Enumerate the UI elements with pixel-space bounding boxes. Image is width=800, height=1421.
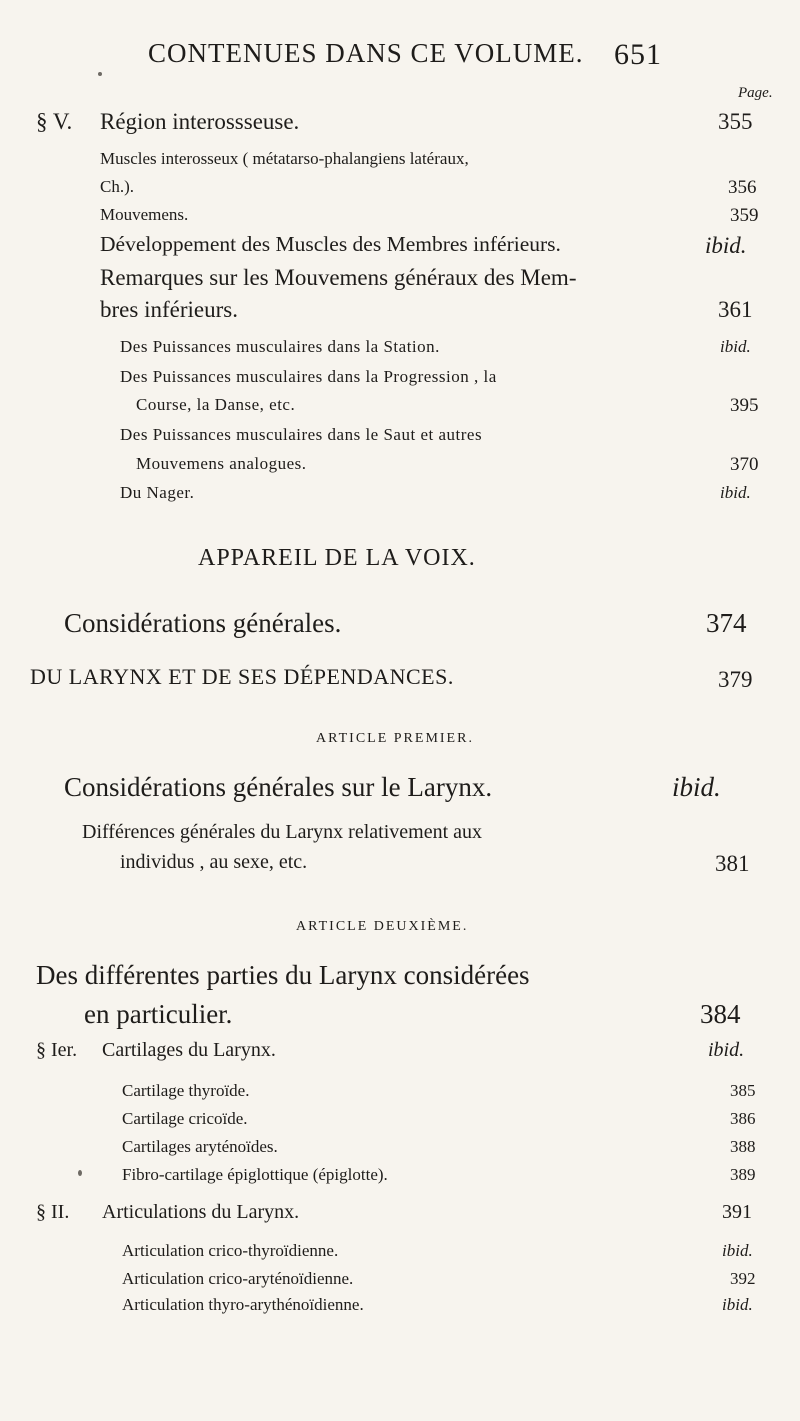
entry-title: Différences générales du Larynx relativement aux	[82, 821, 482, 843]
section-marker-v: § V.	[36, 109, 73, 134]
entry-title: Des Puissances musculaires dans la Station.	[120, 337, 440, 356]
entry-page: ibid.	[722, 1241, 753, 1260]
entry-page: 356	[728, 177, 757, 198]
entry-page: ibid.	[708, 1039, 745, 1061]
entry-page: ibid.	[705, 233, 747, 258]
page-column-label: Page.	[738, 85, 773, 101]
entry-page: 379	[718, 667, 753, 692]
entry-page: 374	[706, 608, 747, 638]
entry-title: Muscles interosseux ( métatarso-phalangiens latéraux,	[100, 149, 469, 168]
entry-page: 395	[730, 395, 759, 416]
entry-page: 392	[730, 1269, 756, 1288]
entry-title: Des Puissances musculaires dans la Progression , la	[120, 367, 497, 386]
entry-title-continued: en particulier.	[84, 999, 233, 1029]
entry-title: Cartilage thyroïde.	[122, 1081, 250, 1100]
entry-title: Du Nager.	[120, 483, 195, 502]
entry-title: Articulation crico-thyroïdienne.	[122, 1241, 339, 1260]
entry-title: Développement des Muscles des Membres inférieurs.	[100, 232, 561, 256]
entry-page: 389	[730, 1165, 756, 1184]
entry-title: Cartilage cricoïde.	[122, 1109, 248, 1128]
article-heading: ARTICLE DEUXIÈME.	[296, 919, 469, 934]
entry-title-continued: individus , au sexe, etc.	[120, 851, 308, 873]
chapter-heading: APPAREIL DE LA VOIX.	[198, 545, 476, 571]
section-marker-ii: § II.	[36, 1201, 70, 1223]
ink-speck	[98, 72, 102, 76]
entry-title: Articulation crico-aryténoïdienne.	[122, 1269, 354, 1288]
entry-page: 385	[730, 1081, 756, 1100]
article-heading: ARTICLE PREMIER.	[316, 731, 474, 746]
entry-title-continued: bres inférieurs.	[100, 297, 238, 322]
entry-page: 361	[718, 297, 753, 322]
section-title: Cartilages du Larynx.	[102, 1039, 276, 1061]
entry-page: 359	[730, 205, 759, 226]
entry-page: 388	[730, 1137, 756, 1156]
entry-page: 384	[700, 999, 741, 1029]
entry-page: 391	[722, 1201, 752, 1223]
entry-title: Région interossseuse.	[100, 109, 300, 134]
entry-page: ibid.	[720, 483, 751, 502]
entry-title: Considérations générales sur le Larynx.	[64, 772, 493, 802]
section-marker-i: § Ier.	[36, 1039, 78, 1061]
entry-title: Remarques sur les Mouvemens généraux des Mem-	[100, 265, 577, 290]
entry-page: ibid.	[722, 1295, 753, 1314]
entry-title: Considérations générales.	[64, 608, 342, 638]
entry-page: ibid.	[720, 337, 751, 356]
entry-page: 386	[730, 1109, 756, 1128]
entry-title-continued: Ch.).	[100, 177, 134, 196]
section-title: Articulations du Larynx.	[102, 1201, 300, 1223]
entry-title: Mouvemens.	[100, 205, 189, 224]
running-header-title: CONTENUES DANS CE VOLUME.	[148, 38, 584, 68]
entry-page: 381	[715, 851, 750, 876]
chapter-subheading: DU LARYNX ET DE SES DÉPENDANCES.	[30, 664, 454, 689]
running-header-page-number: 651	[614, 38, 662, 71]
entry-title: Cartilages aryténoïdes.	[122, 1137, 278, 1156]
entry-title: Des Puissances musculaires dans le Saut et autres	[120, 425, 483, 444]
entry-title-continued: Course, la Danse, etc.	[136, 395, 296, 414]
entry-title: Articulation thyro-arythénoïdienne.	[122, 1295, 364, 1314]
entry-title-continued: Mouvemens analogues.	[136, 454, 307, 473]
ink-speck	[78, 1170, 82, 1176]
entry-title: Des différentes parties du Larynx considérées	[36, 960, 530, 990]
entry-page: 370	[730, 454, 759, 475]
entry-page: ibid.	[672, 772, 721, 802]
entry-page: 355	[718, 109, 753, 134]
entry-title: Fibro-cartilage épiglottique (épiglotte).	[122, 1165, 388, 1184]
